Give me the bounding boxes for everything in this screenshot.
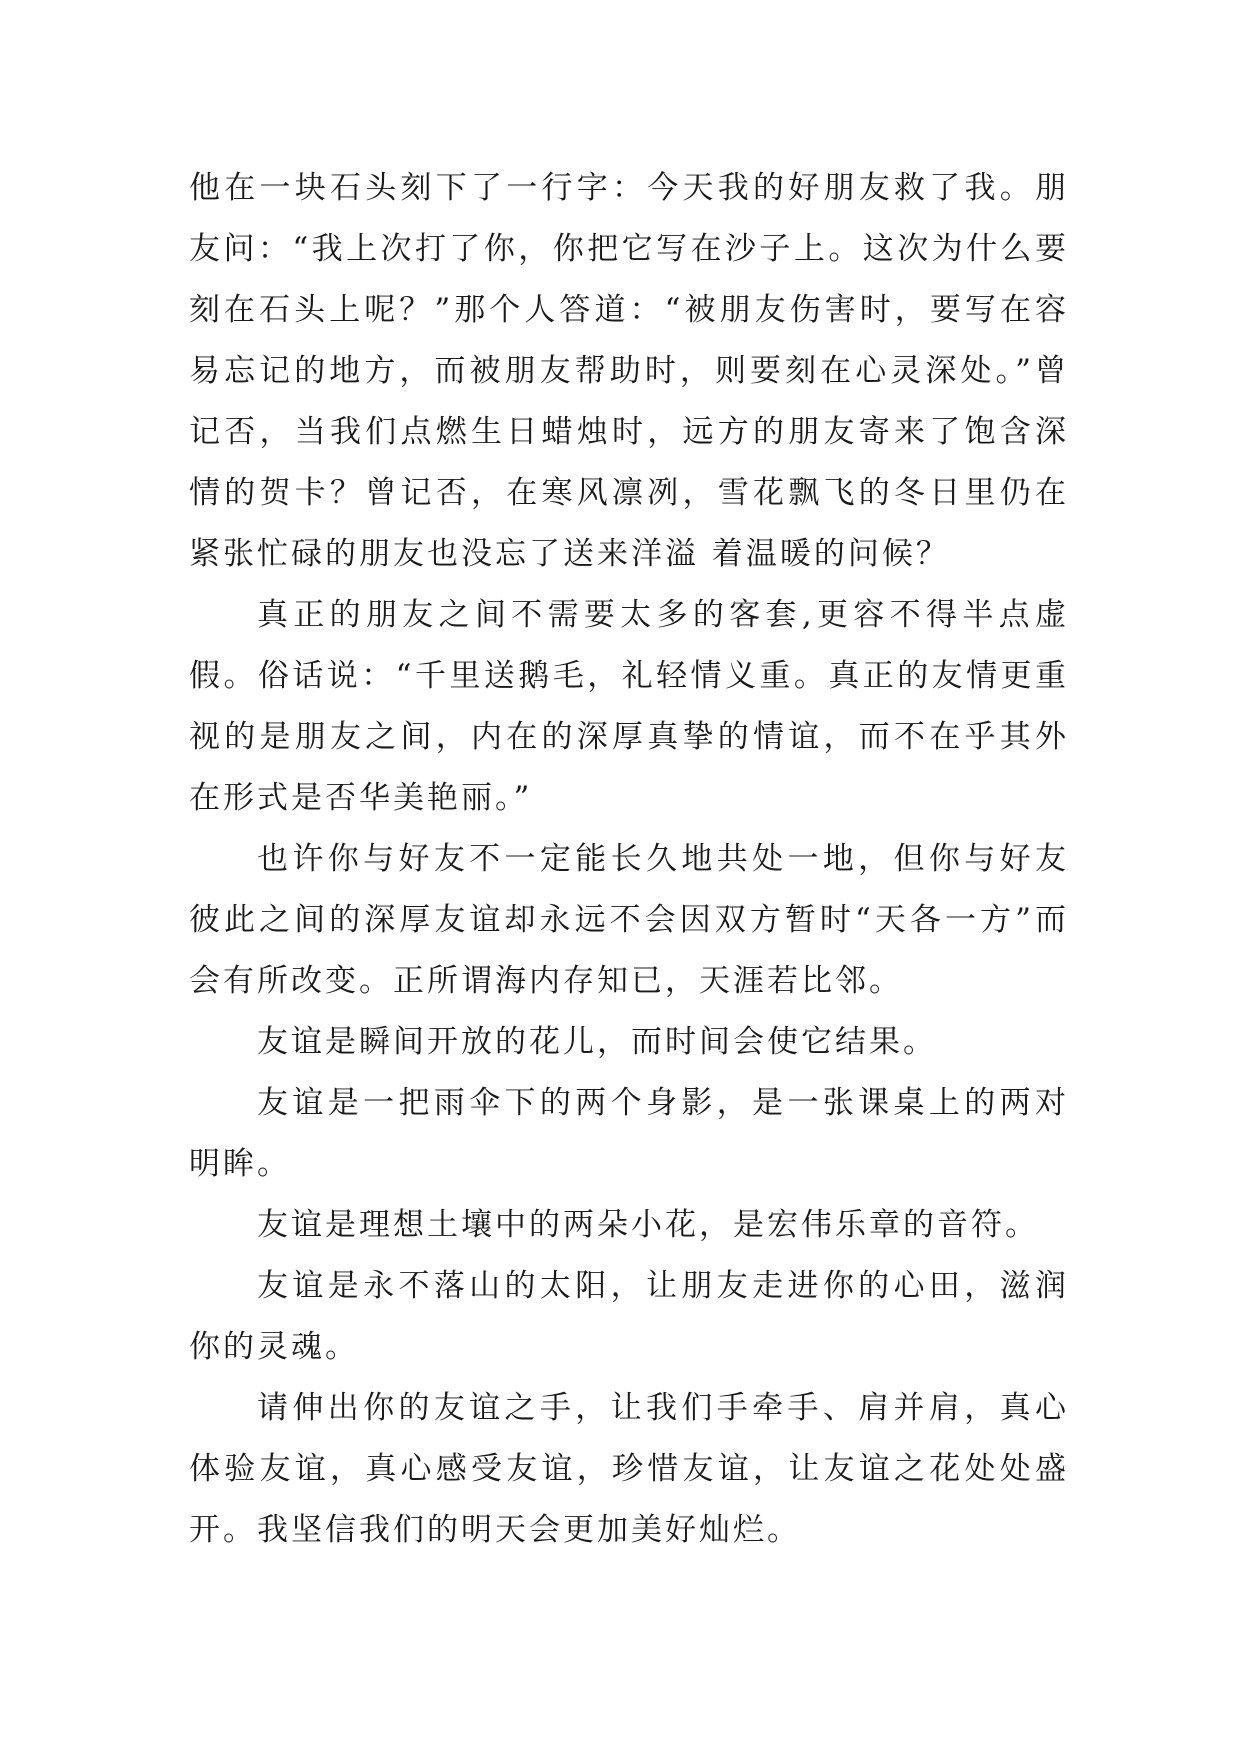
- paragraph-6: 友谊是理想土壤中的两朵小花，是宏伟乐章的音符。: [257, 1207, 1039, 1243]
- paragraph-5: 友谊是一把雨伞下的两个身影，是一张课桌上的两对明眸。: [189, 1085, 1069, 1182]
- paragraph-8: 请伸出你的友谊之手，让我们手牵手、肩并肩，真心体验友谊，真心感受友谊，珍惜友谊，让友谊之花处处盛开。我坚信我们的明天会更加美好灿烂。: [189, 1390, 1069, 1548]
- paragraph-3: 也许你与好友不一定能长久地共处一地，但你与好友彼此之间的深厚友谊却永远不会因双方暂时“天各一方”而会有所改变。正所谓海内存知已，天涯若比邻。: [189, 841, 1069, 999]
- paragraph-7: 友谊是永不落山的太阳，让朋友走进你的心田，滋润你的灵魂。: [189, 1268, 1069, 1365]
- paragraph-2: 真正的朋友之间不需要太多的客套,更容不得半点虚假。俗话说：“千里送鹅毛，礼轻情义重。真正的友情更重视的是朋友之间，内在的深厚真挚的情谊，而不在乎其外在形式是否华美艳丽。”: [189, 597, 1069, 816]
- document-body: [189, 158, 1069, 1561]
- paragraph-1: 他在一块石头刻下了一行字：今天我的好朋友救了我。朋友问：“我上次打了你，你把它写在沙子上。这次为什么要刻在石头上呢？”那个人答道：“被朋友伤害时，要写在容易忘记的地方，而被朋友帮助时，则要刻在心灵深处。”曾记否，当我们点燃生日蜡烛时，远方的朋友寄来了饱含深情的贺卡？曾记否，在寒风凛冽，雪花飘飞的冬日里仍在紧张忙碌的朋友也没忘了送来洋溢 着温暖的问候？: [189, 170, 1069, 572]
- paragraph-4: 友谊是瞬间开放的花儿，而时间会使它结果。: [257, 1024, 937, 1060]
